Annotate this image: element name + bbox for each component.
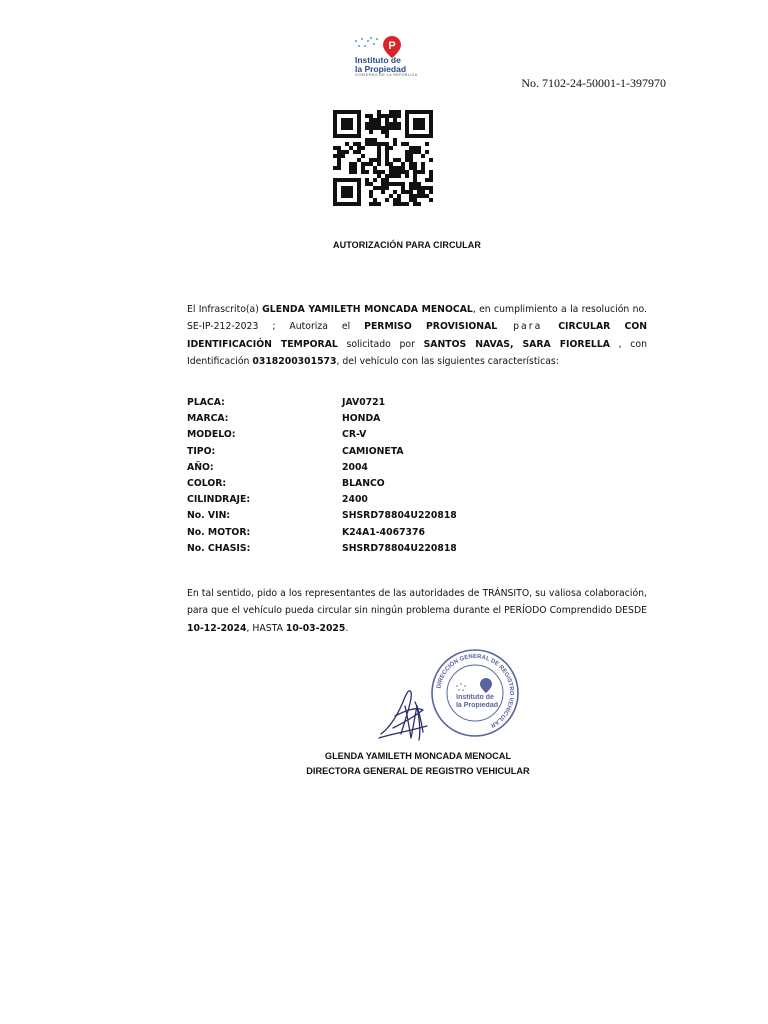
- vehicle-row: MARCA: HONDA: [187, 413, 381, 425]
- vehicle-row: No. MOTOR: K24A1-4067376: [187, 526, 425, 538]
- svg-text:Instituto de: Instituto de: [456, 694, 494, 701]
- closing-paragraph: En tal sentido, pido a los representantes de las autoridades de TRÁNSITO, su valiosa colaboración, para que el vehículo pueda circular sin ningún problema durante el PERÍODO Comprendido DESDE 10-12-2024, HASTA 10-03-2025.: [187, 588, 647, 634]
- vehicle-row: CILINDRAJE: 2400: [187, 494, 368, 506]
- intro-paragraph: El Infrascrito(a) GLENDA YAMILETH MONCADA MENOCAL, en cumplimiento a la resolución no. SE-IP-212-2023 ; Autoriza el PERMISO PROVISIONAL para CIRCULAR CON IDENTIFICACIÓN TEMPORAL solicitado por SANTOS NAVAS, SARA FIORELLA , con Identificación 0318200301573, del vehículo con las siguientes características:: [187, 304, 648, 367]
- svg-text:DIRECCIÓN GENERAL DE REGISTRO: DIRECCIÓN GENERAL DE REGISTRO VEHICULAR: [436, 653, 515, 729]
- permit-type: PERMISO PROVISIONAL: [364, 321, 498, 333]
- logo-subtitle: GOBIERNO DE LA REPÚBLICA: [355, 73, 418, 77]
- requester-name: SANTOS NAVAS, SARA FIORELLA: [423, 338, 610, 350]
- official-name: GLENDA YAMILETH MONCADA MENOCAL: [262, 304, 473, 315]
- logo-wordmark: Instituto de la Propiedad: [355, 55, 407, 74]
- signer-name: GLENDA YAMILETH MONCADA MENOCAL: [324, 751, 512, 761]
- document-number: No. 7102-24-50001-1-397970: [521, 76, 666, 90]
- vehicle-row: COLOR: BLANCO: [187, 478, 385, 489]
- vehicle-row: No. VIN: SHSRD78804U220818: [187, 510, 457, 522]
- svg-text:la Propiedad: la Propiedad: [455, 702, 499, 709]
- vehicle-row: TIPO: CAMIONETA: [187, 445, 404, 457]
- vehicle-row: PLACA: JAV0721: [187, 397, 386, 408]
- date-from: 10-12-2024: [187, 622, 247, 634]
- signer-position: DIRECTORA GENERAL DE REGISTRO VEHICULAR: [306, 766, 530, 776]
- svg-text:P: P: [388, 40, 396, 52]
- permit-purpose: CIRCULAR CON IDENTIFICACIÓN TEMPORAL: [187, 321, 648, 350]
- official-seal-icon: [430, 648, 520, 738]
- qr-code-icon: [333, 110, 433, 206]
- document-title: AUTORIZACIÓN PARA CIRCULAR: [333, 240, 481, 250]
- date-to: 10-03-2025: [285, 622, 346, 634]
- vehicle-row: AÑO: 2004: [187, 461, 368, 473]
- signature-icon: [375, 676, 435, 744]
- id-number: 0318200301573: [252, 355, 337, 367]
- vehicle-row: No. CHASIS: SHSRD78804U220818: [187, 542, 457, 554]
- qr-modules: [333, 110, 433, 206]
- vehicle-row: MODELO: CR-V: [187, 429, 367, 441]
